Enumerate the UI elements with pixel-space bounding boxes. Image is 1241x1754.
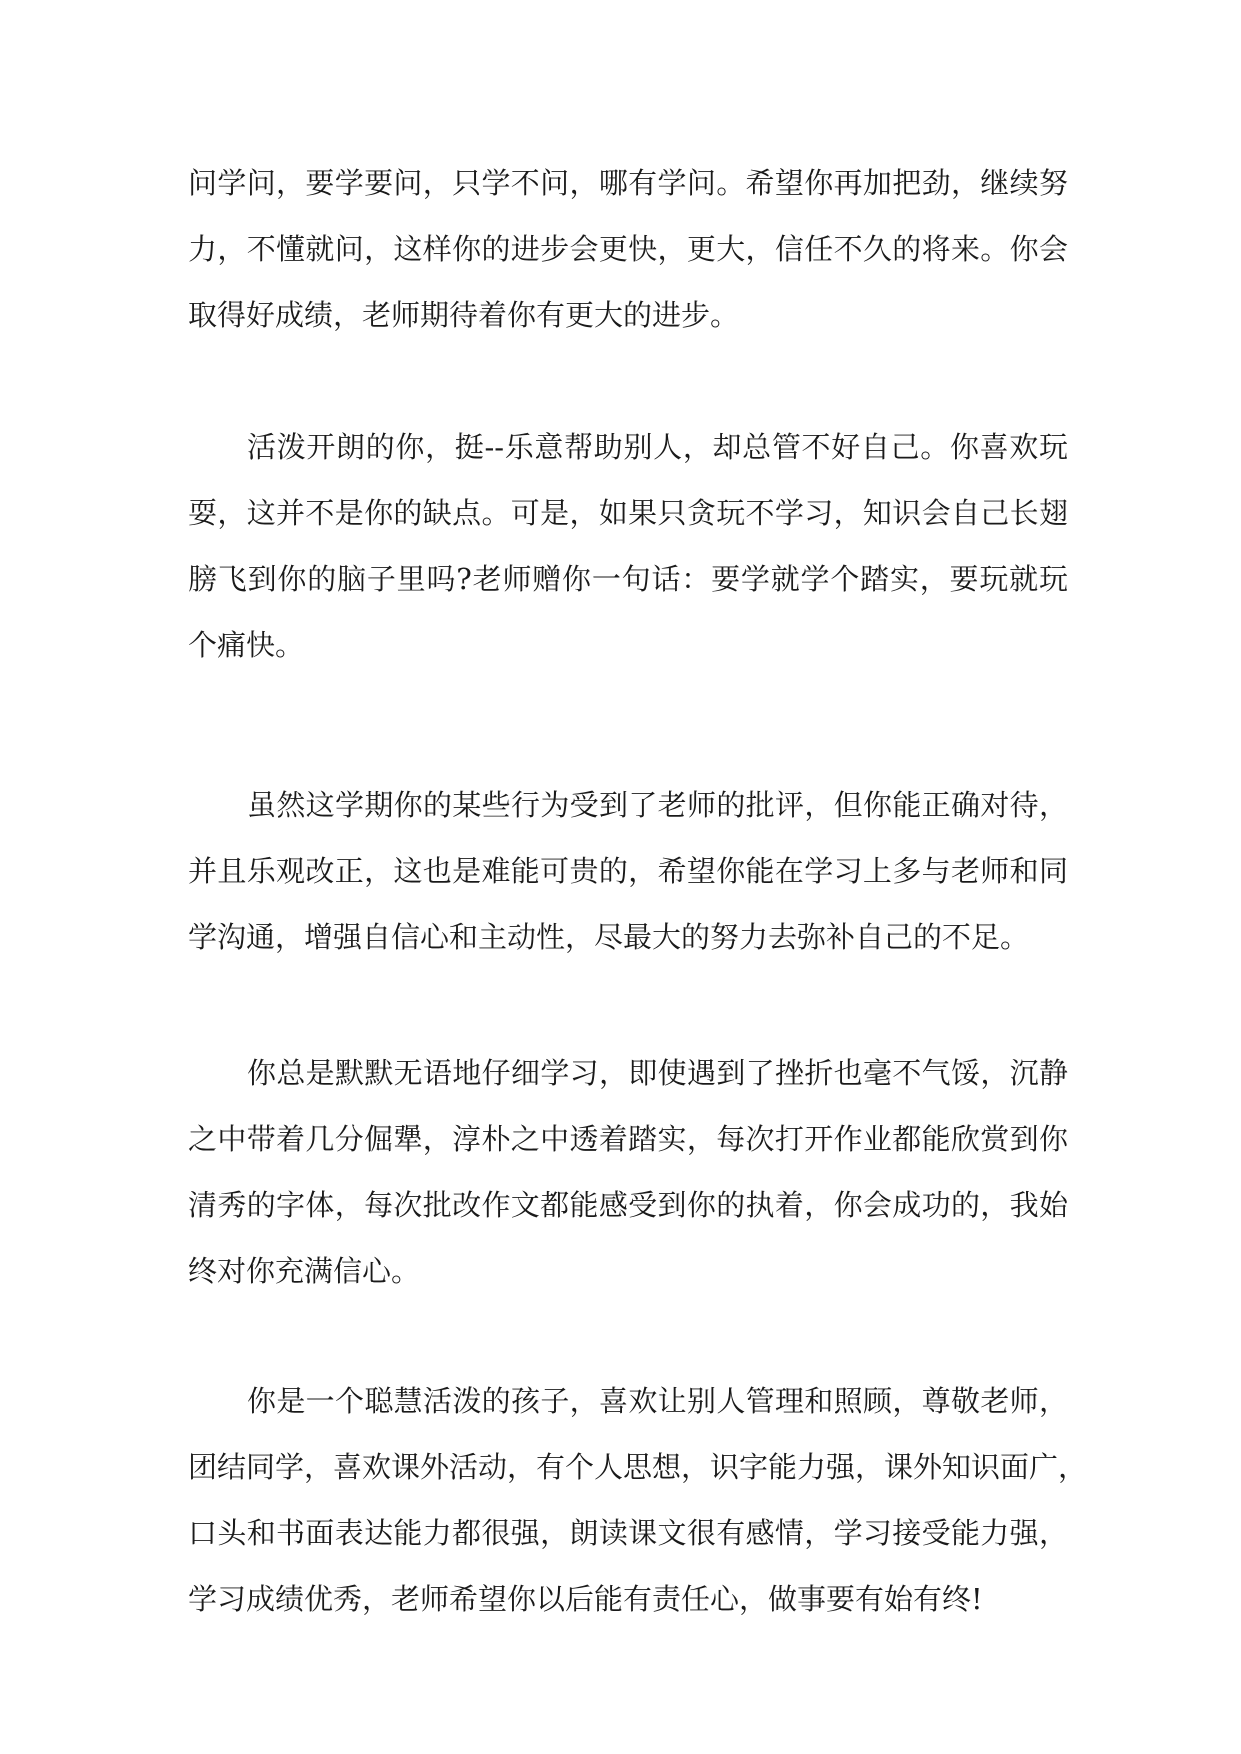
- paragraph-line: 口头和书面表达能力都很强，朗读课文很有感情，学习接受能力强，: [188, 1516, 1068, 1550]
- paragraph-line: 力，不懂就问，这样你的进步会更快，更大，信任不久的将来。你会: [188, 232, 1068, 266]
- paragraph-line: 你是一个聪慧活泼的孩子，喜欢让别人管理和照顾，尊敬老师，: [247, 1384, 1068, 1418]
- paragraph-line: 耍，这并不是你的缺点。可是，如果只贪玩不学习，知识会自己长翅: [188, 496, 1068, 530]
- paragraph-continuation: [188, 150, 1068, 348]
- paragraph-comment-5: [188, 1368, 1088, 1632]
- paragraph-line: 问学问，要学要问，只学不问，哪有学问。希望你再加把劲，继续努: [188, 166, 1068, 200]
- paragraph-line: 终对你充满信心。: [188, 1254, 421, 1288]
- paragraph-line: 活泼开朗的你，挺--乐意帮助别人，却总管不好自己。你喜欢玩: [247, 430, 1068, 464]
- paragraph-line: 学沟通，增强自信心和主动性，尽最大的努力去弥补自己的不足。: [188, 920, 1030, 954]
- paragraph-line: 虽然这学期你的某些行为受到了老师的批评，但你能正确对待，: [247, 788, 1068, 822]
- paragraph-line: 个痛快。: [188, 628, 305, 662]
- paragraph-line: 你总是默默无语地仔细学习，即使遇到了挫折也毫不气馁，沉静: [247, 1056, 1068, 1090]
- paragraph-comment-2: [188, 414, 1068, 678]
- paragraph-line: 清秀的字体，每次批改作文都能感受到你的执着，你会成功的，我始: [188, 1188, 1068, 1222]
- paragraph-line: 团结同学，喜欢课外活动，有个人思想，识字能力强，课外知识面广，: [188, 1450, 1088, 1484]
- paragraph-comment-3: [188, 772, 1068, 970]
- paragraph-comment-4: [188, 1040, 1068, 1304]
- paragraph-line: 学习成绩优秀，老师希望你以后能有责任心，做事要有始有终!: [188, 1582, 983, 1616]
- paragraph-line: 膀飞到你的脑子里吗?老师赠你一句话：要学就学个踏实，要玩就玩: [188, 562, 1068, 596]
- paragraph-line: 并且乐观改正，这也是难能可贵的，希望你能在学习上多与老师和同: [188, 854, 1068, 888]
- paragraph-line: 之中带着几分倔犟，淳朴之中透着踏实，每次打开作业都能欣赏到你: [188, 1122, 1068, 1156]
- paragraph-line: 取得好成绩，老师期待着你有更大的进步。: [188, 298, 740, 332]
